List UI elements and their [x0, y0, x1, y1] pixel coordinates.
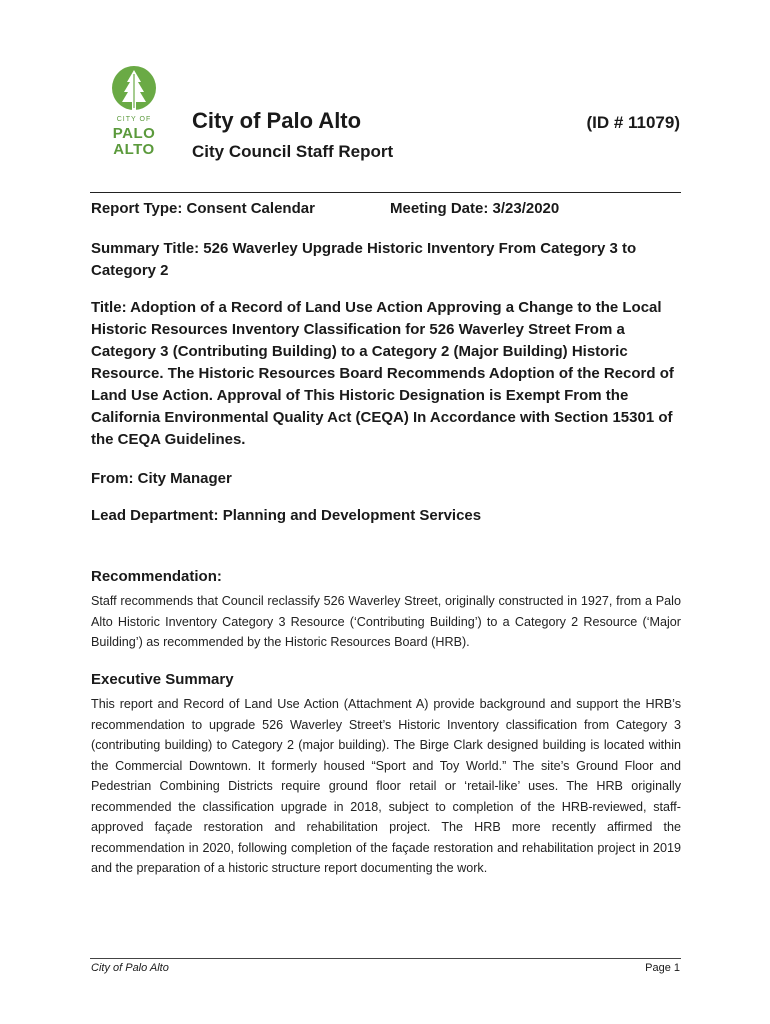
logo-alto-text: ALTO [113, 141, 155, 158]
footer-org: City of Palo Alto [91, 962, 169, 974]
lead-department: Lead Department: Planning and Development Services [91, 507, 482, 524]
report-title: Title: Adoption of a Record of Land Use Action Approving a Change to the Local Historic Resources Inventory Classification for 526 Waverley Street From a Category 3 (Contributing Building) to a Category 2 (Major Building) Historic Resource. The Historic Resources Board Recommends Adoption of the Record of Land Use Action. Approval of This Historic Designation is Exempt From the California Environmental Quality Act (CEQA) In Accordance with Section 15301 of the CEQA Guidelines. [91, 299, 674, 448]
tree-icon [103, 64, 165, 116]
recommendation-heading: Recommendation: [91, 568, 222, 585]
page-title: City of Palo Alto [192, 108, 362, 133]
footer-divider [90, 958, 681, 959]
from-line: From: City Manager [91, 470, 232, 487]
executive-summary-heading: Executive Summary [91, 671, 234, 688]
report-id: (ID # 11079) [586, 113, 680, 132]
recommendation-body: Staff recommends that Council reclassify 526 Waverley Street, originally constructed in 1927, from a Palo Alto Historic Inventory Category 3 Resource (‘Contributing Building’) to a Category 2 Resource (‘Major Building’) as recommended by the Historic Resources Board (HRB). [91, 594, 681, 649]
page-number: Page 1 [645, 962, 680, 974]
logo-palo-text: PALO [112, 125, 156, 142]
report-subtitle: City Council Staff Report [192, 142, 394, 161]
logo-city-text: CITY OF [116, 116, 152, 123]
executive-summary-body: This report and Record of Land Use Action (Attachment A) provide background and support the HRB’s recommendation to upgrade 526 Waverley Street’s Historic Inventory classification from Category 3 (contributing building) to Category 2 (major building). The Birge Clark designed building is located within the Commercial Downtown. It formerly housed “Sport and Toy World.” The site’s Ground Floor and Pedestrian Combining Districts require ground floor retail or ‘retail-like’ uses. The HRB originally recommended the classification upgrade in 2018, subject to completion of the HRB-reviewed, staff-approved façade restoration and rehabilitation project. The HRB more recently affirmed the recommendation in 2020, following completion of the façade restoration and rehabilitation project in 2019 and the preparation of a historic structure report documenting the work. [91, 697, 681, 875]
header-divider [90, 192, 681, 193]
report-type: Report Type: Consent Calendar [91, 200, 315, 217]
summary-title: Summary Title: 526 Waverley Upgrade Historic Inventory From Category 3 to Category 2 [91, 240, 637, 279]
city-logo [103, 64, 165, 160]
meeting-date: Meeting Date: 3/23/2020 [390, 200, 560, 217]
